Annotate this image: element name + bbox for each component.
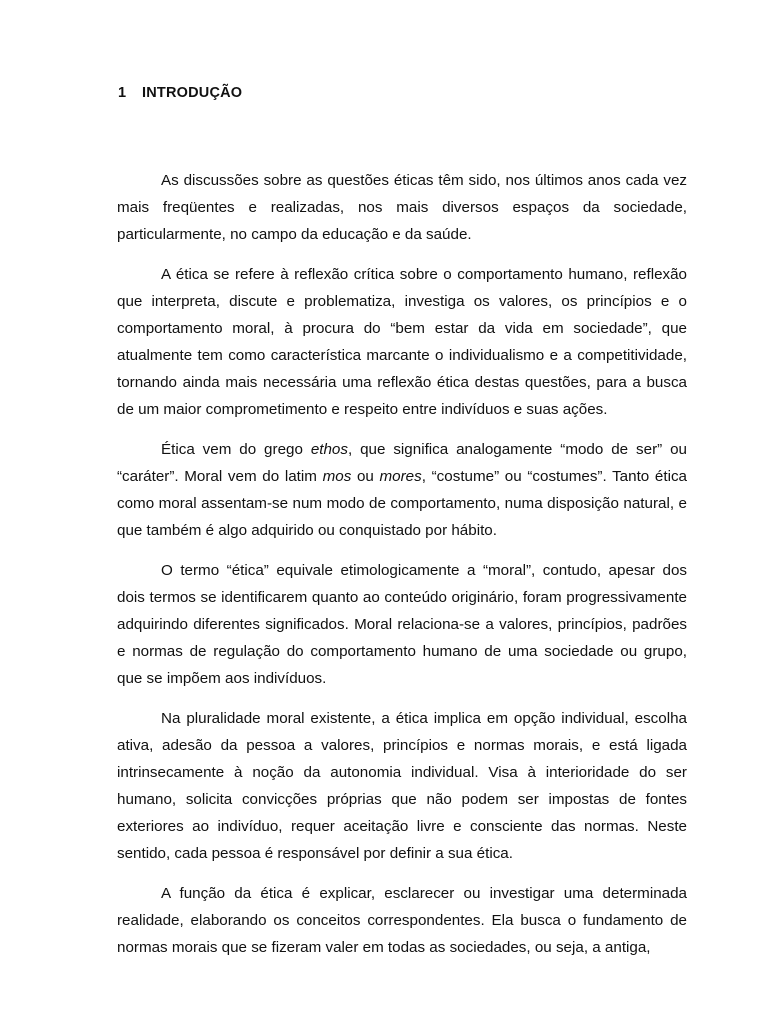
paragraph-p3: [117, 436, 687, 544]
text-segment: Na pluralidade moral existente, a ética implica em opção individual, escolha ativa, adesão da pessoa a valores, princípios e normas morais, e está ligada intrinsecamente à noção da autonomia individual. Visa à interioridade do ser humano, solicita convicções próprias que não podem ser impostas de fontes exteriores ao indivíduo, requer aceitação livre e consciente das normas. Neste sentido, cada pessoa é responsável por definir a sua ética.: [117, 710, 687, 862]
italic-term: mores: [379, 468, 422, 485]
text-segment: O termo “ética” equivale etimologicamente a “moral”, contudo, apesar dos dois termos se identificarem quanto ao conteúdo originário, foram progressivamente adquirindo diferentes significados. Moral relaciona-se a valores, princípios, padrões e normas de regulação do comportamento humano de uma sociedade ou grupo, que se impõem aos indivíduos.: [117, 562, 687, 687]
paragraph-p2: [117, 261, 687, 423]
paragraph-p1: [117, 167, 687, 248]
section-heading: [118, 85, 242, 101]
text-segment: ou: [351, 468, 380, 485]
paragraph-p6: [117, 880, 687, 961]
section-number: 1: [118, 85, 127, 101]
text-segment: A função da ética é explicar, esclarecer ou investigar uma determinada realidade, elaborando os conceitos correspondentes. Ela busca o fundamento de normas morais que se fizeram valer em todas as sociedades, ou seja, a antiga,: [117, 885, 687, 956]
body-text: [117, 167, 687, 974]
section-title: INTRODUÇÃO: [142, 85, 243, 101]
text-segment: A ética se refere à reflexão crítica sobre o comportamento humano, reflexão que interpreta, discute e problematiza, investiga os valores, os princípios e o comportamento moral, à procura do “bem estar da vida em sociedade”, que atualmente tem como característica marcante o individualismo e a competitividade, tornando ainda mais necessária uma reflexão ética destas questões, para a busca de um maior comprometimento e respeito entre indivíduos e suas ações.: [117, 266, 687, 418]
paragraph-p5: [117, 705, 687, 867]
italic-term: ethos: [310, 441, 348, 458]
text-segment: , “costume” ou “costumes”. Tanto ética como moral assentam-se num modo de comportamento, numa disposição natural, e que também é algo adquirido ou conquistado por hábito.: [117, 468, 687, 539]
text-segment: , que significa analogamente “modo de ser” ou “caráter”. Moral vem do latim: [117, 441, 687, 485]
text-segment: As discussões sobre as questões éticas têm sido, nos últimos anos cada vez mais freqüentes e realizadas, nos mais diversos espaços da sociedade, particularmente, no campo da educação e da saúde.: [117, 172, 687, 243]
paragraph-p4: [117, 557, 687, 692]
text-segment: Ética vem do grego: [161, 441, 311, 458]
italic-term: mos: [322, 468, 352, 485]
